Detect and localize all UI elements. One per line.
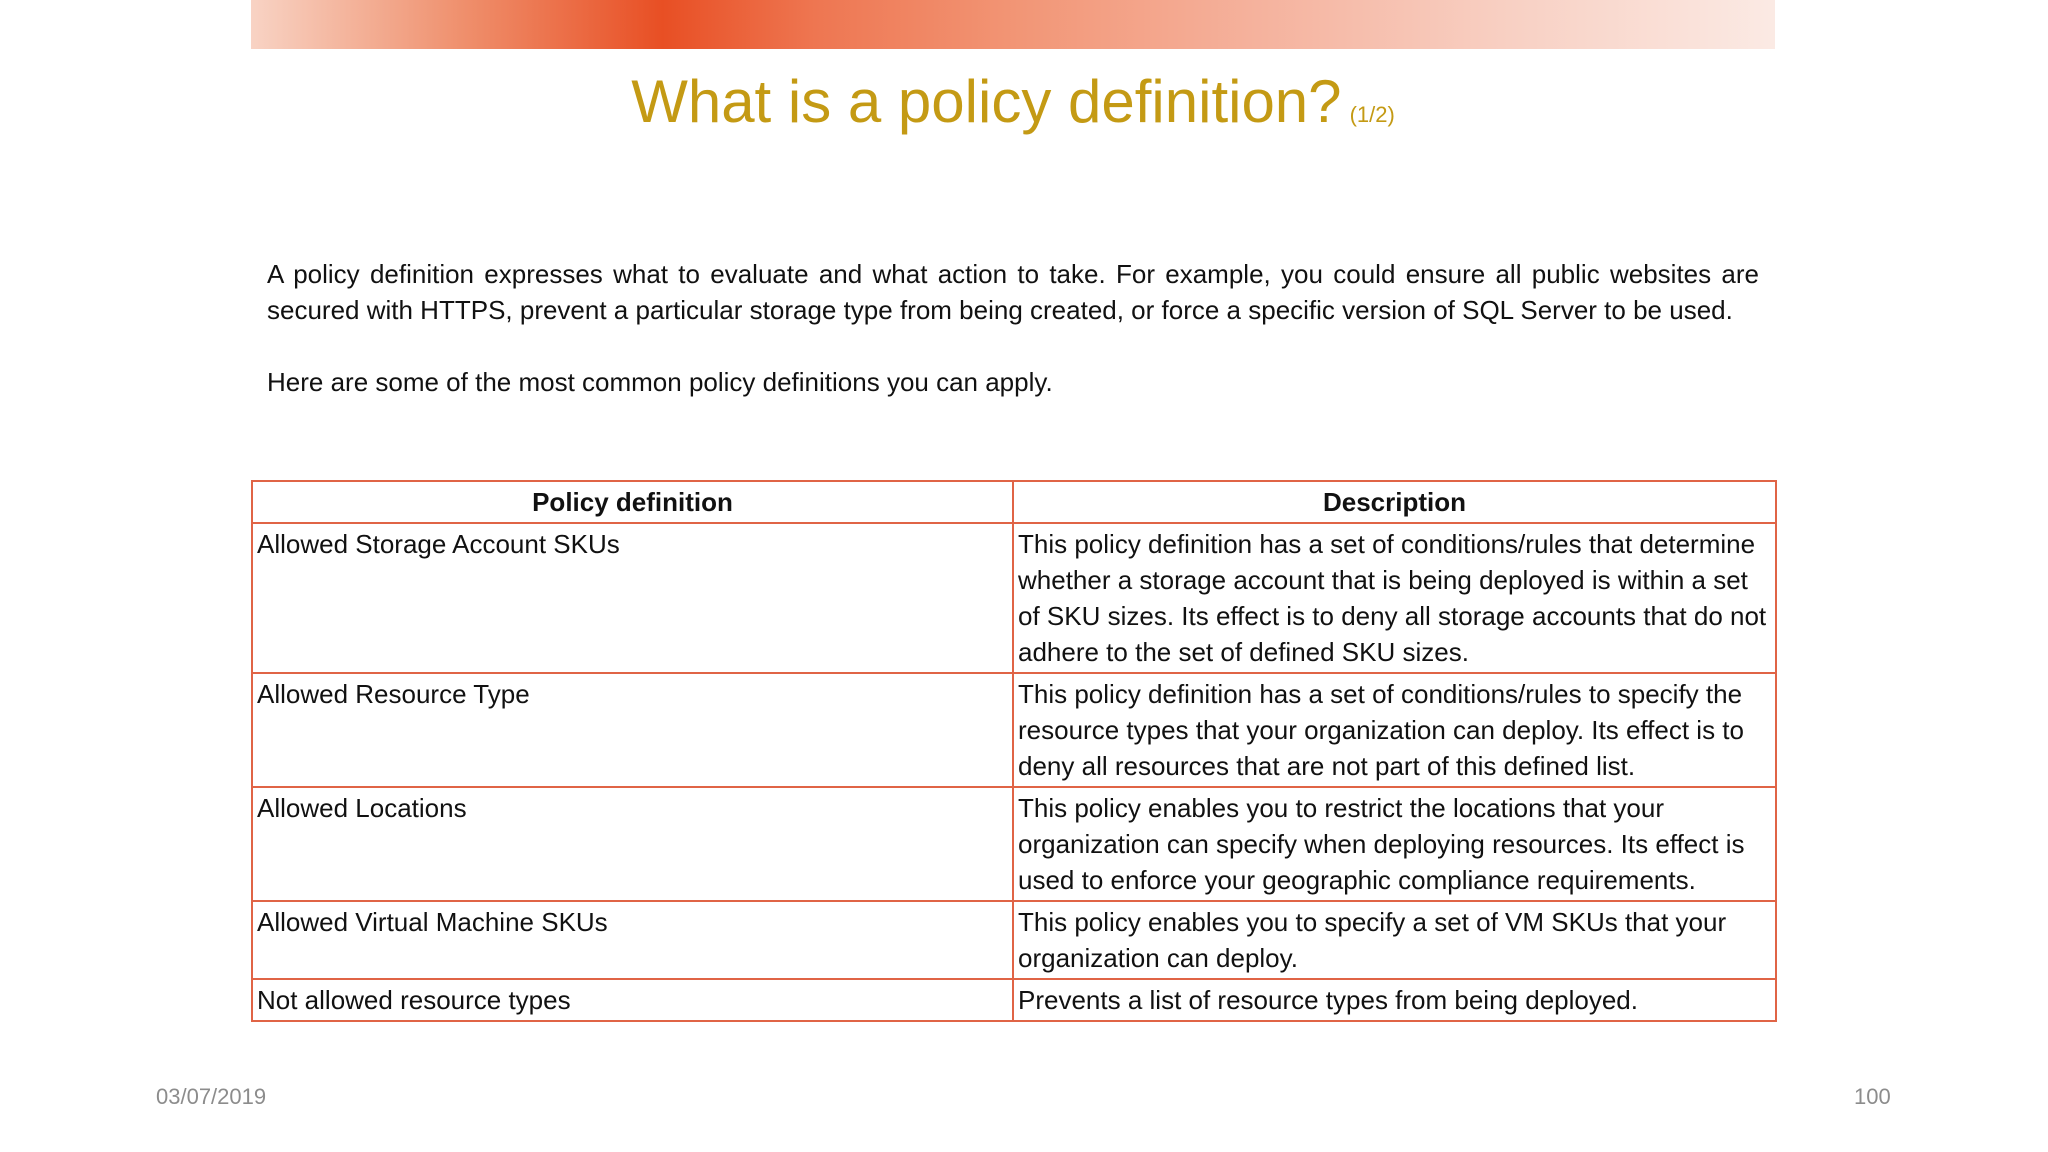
slide-title-counter: (1/2) <box>1349 102 1395 127</box>
policy-name-cell: Allowed Virtual Machine SKUs <box>252 901 1013 979</box>
header-accent-bar <box>251 0 1775 49</box>
table-header-row <box>252 481 1776 523</box>
policy-name-cell: Allowed Storage Account SKUs <box>252 523 1013 673</box>
policy-name-cell: Allowed Locations <box>252 787 1013 901</box>
table-row <box>252 901 1776 979</box>
table-row <box>252 979 1776 1021</box>
policy-description-cell: This policy enables you to restrict the locations that your organization can specify when deploying resources. Its effect is used to enforce your geographic compliance requirements. <box>1013 787 1776 901</box>
policy-description-cell: This policy definition has a set of conditions/rules to specify the resource types that your organization can deploy. Its effect is to deny all resources that are not part of this defined list. <box>1013 673 1776 787</box>
table-row <box>252 673 1776 787</box>
policy-description-cell: Prevents a list of resource types from being deployed. <box>1013 979 1776 1021</box>
policy-name-cell: Allowed Resource Type <box>252 673 1013 787</box>
policy-definitions-table <box>251 480 1777 1022</box>
footer-date: 03/07/2019 <box>156 1084 267 1109</box>
slide-body <box>267 256 1759 400</box>
table-row <box>252 523 1776 673</box>
slide-title-text: What is a policy definition? <box>631 68 1342 135</box>
table-row <box>252 787 1776 901</box>
policy-name-cell: Not allowed resource types <box>252 979 1013 1021</box>
slide-title <box>251 62 1775 155</box>
policy-description-cell: This policy definition has a set of conditions/rules that determine whether a storage account that is being deployed is within a set of SKU sizes. Its effect is to deny all storage accounts that do not adhere to the set of defined SKU sizes. <box>1013 523 1776 673</box>
footer-page-number: 100 <box>1854 1084 1891 1109</box>
column-header-description: Description <box>1013 481 1776 523</box>
column-header-policy: Policy definition <box>252 481 1013 523</box>
intro-paragraph: A policy definition expresses what to evaluate and what action to take. For example, you could ensure all public websites are secured with HTTPS, prevent a particular storage type from being created, or force a specific version of SQL Server to be used. <box>267 259 1759 325</box>
policy-description-cell: This policy enables you to specify a set of VM SKUs that your organization can deploy. <box>1013 901 1776 979</box>
lead-in-paragraph: Here are some of the most common policy definitions you can apply. <box>267 367 1053 397</box>
